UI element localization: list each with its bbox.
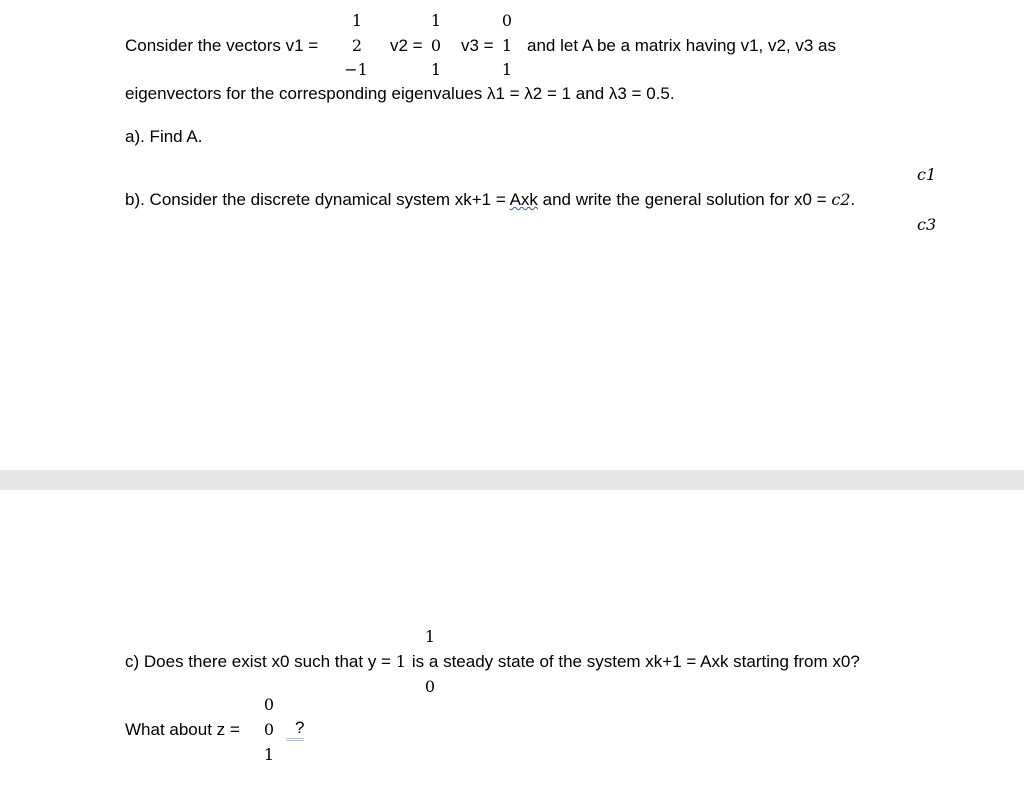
v1-entry-2: 2 xyxy=(351,36,363,55)
v2-label: v2 = xyxy=(390,36,423,55)
part-c-text-after: is a steady state of the system xk+1 = Axk starting from x0? xyxy=(411,652,860,671)
v3-label: v3 = xyxy=(461,36,494,55)
z-entry-1: 0 xyxy=(263,695,275,714)
part-b-period: . xyxy=(850,190,856,209)
v3-entry-1: 0 xyxy=(501,11,513,30)
v2-entry-2: 0 xyxy=(430,36,442,55)
x0-entry-2: c2 xyxy=(831,190,851,209)
axk-spellcheck: Axk xyxy=(509,190,538,209)
intro-prefix: Consider the vectors v1 = xyxy=(125,36,319,55)
part-c-text-before: c) Does there exist x0 such that y = xyxy=(125,652,396,671)
part-b xyxy=(125,190,855,210)
part-c xyxy=(125,652,860,672)
intro-line-2: eigenvectors for the corresponding eigenvalues λ1 = λ2 = 1 and λ3 = 0.5. xyxy=(125,84,675,103)
z-prefix: What about z = xyxy=(125,720,240,739)
v1-entry-3: −1 xyxy=(344,60,368,79)
v3-entry-3: 1 xyxy=(501,60,513,79)
z-entry-2: 0 xyxy=(263,720,275,739)
part-b-text-after: and write the general solution for x0 = xyxy=(537,190,832,209)
y-entry-1: 1 xyxy=(424,627,436,646)
v3-entry-2: 1 xyxy=(501,36,513,55)
y-entry-3: 0 xyxy=(424,677,436,696)
v1-entry-1: 1 xyxy=(351,11,363,30)
intro-suffix: and let A be a matrix having v1, v2, v3 as xyxy=(527,36,837,55)
x0-entry-1: c1 xyxy=(917,165,937,184)
page-break xyxy=(0,470,1024,490)
v2-entry-3: 1 xyxy=(430,60,442,79)
z-question-mark: ? xyxy=(286,718,304,741)
x0-entry-3: c3 xyxy=(917,215,937,234)
part-b-text-before: b). Consider the discrete dynamical system xk+1 = xyxy=(125,190,510,209)
v2-entry-1: 1 xyxy=(430,11,442,30)
y-entry-2: 1 xyxy=(395,652,406,671)
z-entry-3: 1 xyxy=(263,745,275,764)
part-a: a). Find A. xyxy=(125,127,203,146)
